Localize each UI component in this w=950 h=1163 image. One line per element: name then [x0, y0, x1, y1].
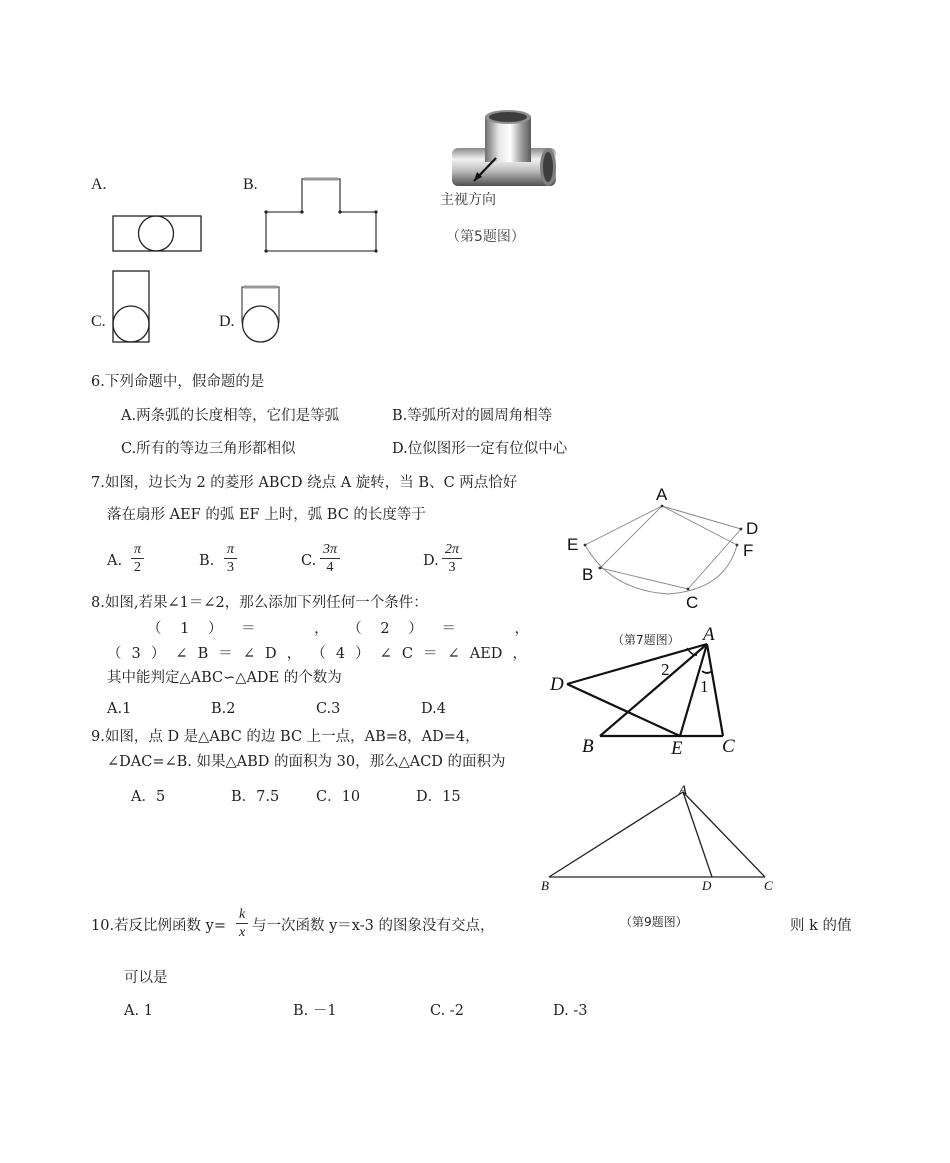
q7-label-a: A: [656, 485, 668, 504]
q5-option-c-figure: [113, 271, 149, 342]
q10-option-a: A. 1: [124, 1003, 153, 1019]
q7-rhombus-abcd: [600, 506, 741, 589]
q7-option-b-denominator: 3: [227, 560, 234, 575]
q7-option-b-numerator: π: [224, 541, 237, 559]
q7-stem-line2: 落在扇形 AEF 的弧 EF 上时，弧 BC 的长度等于: [107, 507, 426, 523]
q9-label-c: C: [764, 878, 773, 893]
q8-condition-row-2: [107, 645, 527, 663]
q7-option-d-denominator: 3: [448, 560, 456, 575]
q8-r3-8: ，: [286, 646, 302, 662]
q8-r2-2: ）: [207, 621, 223, 637]
q8-r2-4: ，: [314, 621, 329, 637]
q8-r2-5: （: [347, 621, 362, 637]
q7-option-a-label: A.: [107, 553, 123, 569]
q8-label-d: D: [550, 674, 564, 695]
q7-option-c-fraction: [320, 541, 340, 576]
q5-option-d-label: D.: [219, 313, 235, 330]
q8-option-d: D.4: [421, 701, 446, 717]
q5-figure-caption: （第5题图）: [446, 229, 525, 245]
q8-r2-3: ＝: [241, 621, 256, 637]
q8-r3-16: AED: [469, 646, 503, 662]
q7-option-c-label: C.: [301, 553, 317, 569]
q8-r3-13: C: [401, 646, 413, 662]
q10-stem-suffix: 与一次函数 y＝x-3 的图象没有交点，: [252, 918, 495, 934]
q8-option-a: A.1: [107, 701, 132, 717]
q7-label-b: B: [582, 565, 594, 584]
q7-figure-caption: （第7题图）: [612, 633, 680, 647]
q7-figure: [550, 478, 790, 618]
q10-option-b: B. －1: [293, 1003, 337, 1019]
q10-stem-line2: 可以是: [124, 970, 168, 986]
q10-fraction-numerator: k: [236, 906, 248, 924]
q5-option-d-figure: [242, 287, 279, 342]
q5-option-a-label: A.: [91, 176, 107, 193]
q8-label-c: C: [722, 736, 735, 757]
q7-option-d-fraction: [442, 541, 462, 576]
q10-option-d: D. -3: [553, 1003, 588, 1019]
q6-option-c: C.所有的等边三角形都相似: [121, 441, 296, 457]
view-direction-label: 主视方向: [440, 192, 496, 208]
q10-fraction-denominator: x: [239, 925, 246, 940]
q8-option-b: B.2: [211, 701, 236, 717]
q7-option-a-fraction: [131, 541, 144, 576]
q8-r3-7: D: [265, 646, 277, 662]
q8-angle-label-1: 1: [700, 677, 709, 696]
q9-option-c: C．10: [316, 789, 361, 805]
q6-option-a: A.两条弧的长度相等，它们是等弧: [121, 408, 340, 424]
q8-r3-10: 4: [335, 646, 346, 662]
q8-r3-9: （: [311, 646, 326, 662]
q6-option-d: D.位似图形一定有位似中心: [392, 441, 568, 457]
q8-r3-15: ∠: [447, 646, 460, 662]
q8-r3-0: （: [107, 646, 122, 662]
q8-r3-12: ∠: [379, 646, 392, 662]
q8-label-b: B: [582, 736, 594, 757]
q8-r3-6: ∠: [242, 646, 255, 662]
q8-condition-row-1: [107, 620, 529, 638]
q7-label-f: F: [743, 541, 754, 560]
q7-option-a-numerator: π: [131, 541, 144, 559]
q7-segment-af: [662, 506, 737, 545]
q8-r3-2: ）: [150, 646, 166, 662]
q8-r3-5: ＝: [218, 646, 233, 662]
q8-angle-label-2: 2: [661, 660, 670, 679]
q8-r2-0: （: [147, 621, 162, 637]
q8-r2-1: 1: [180, 621, 190, 637]
q8-stem-line1: 8.如图,若果∠1＝∠2，那么添加下列任何一个条件：: [91, 595, 428, 611]
q9-figure-caption: （第9题图）: [620, 915, 688, 929]
q5-option-b-label: B.: [243, 176, 258, 193]
q7-option-a-denominator: 2: [134, 560, 141, 575]
pipe-tee-photo: [452, 110, 556, 186]
q9-stem-line1: 9.如图，点 D 是△ABC 的边 BC 上一点，AB=8，AD=4，: [91, 729, 480, 745]
q7-label-c: C: [686, 593, 699, 612]
q9-option-b: B．7.5: [231, 789, 280, 805]
q5-option-c-label: C.: [91, 313, 106, 330]
q8-r3-4: B: [197, 646, 209, 662]
q8-r2-6: 2: [380, 621, 390, 637]
q8-r2-9: ，: [514, 621, 529, 637]
q8-r3-11: ）: [355, 646, 370, 662]
q7-segment-ae: [585, 506, 662, 545]
q8-r2-7: ）: [408, 621, 423, 637]
q9-option-d: D．15: [416, 789, 461, 805]
q7-option-d-numerator: 2π: [442, 541, 462, 559]
q8-label-e: E: [671, 738, 683, 759]
q5-options-figures: [0, 0, 950, 360]
q8-option-c: C.3: [316, 701, 341, 717]
q10-stem-prefix: 10.若反比例函数 y=: [91, 918, 227, 934]
q7-option-b-label: B.: [199, 553, 215, 569]
q7-option-d-label: D.: [423, 553, 439, 569]
q7-option-c-numerator: 3π: [320, 541, 340, 559]
q8-r3-17: ，: [512, 646, 527, 662]
q10-option-c: C. -2: [430, 1003, 464, 1019]
q8-r3-14: ＝: [423, 646, 438, 662]
q8-r2-8: ＝: [441, 621, 456, 637]
q7-label-e: E: [567, 535, 579, 554]
q9-figure: [535, 780, 785, 895]
q9-option-a: A．5: [131, 789, 166, 805]
q10-fraction: [236, 906, 248, 941]
q9-label-a: A: [679, 782, 687, 797]
q9-label-d: D: [702, 878, 712, 893]
q10-stem-tail: 则 k 的值: [790, 918, 852, 934]
q7-option-c-denominator: 4: [326, 560, 334, 575]
q9-label-b: B: [541, 878, 549, 893]
q8-label-a: A: [703, 624, 715, 645]
q7-stem-line1: 7.如图，边长为 2 的菱形 ABCD 绕点 A 旋转，当 B、C 两点恰好: [91, 475, 518, 491]
q5-option-a-figure: [113, 216, 201, 251]
q7-option-b-fraction: [224, 541, 237, 576]
q7-label-d: D: [746, 519, 759, 538]
q6-stem: 6.下列命题中，假命题的是: [91, 374, 265, 390]
q9-stem-line2: ∠DAC=∠B. 如果△ABD 的面积为 30，那么△ACD 的面积为: [107, 754, 506, 770]
q5-option-b-figure: [264, 179, 377, 253]
q8-figure: [545, 620, 755, 765]
q8-r3-1: 3: [131, 646, 141, 662]
q8-stem-line4: 其中能判定△ABC∽△ADE 的个数为: [107, 670, 342, 686]
q6-option-b: B.等弧所对的圆周角相等: [392, 408, 553, 424]
q8-r3-3: ∠: [175, 646, 188, 662]
